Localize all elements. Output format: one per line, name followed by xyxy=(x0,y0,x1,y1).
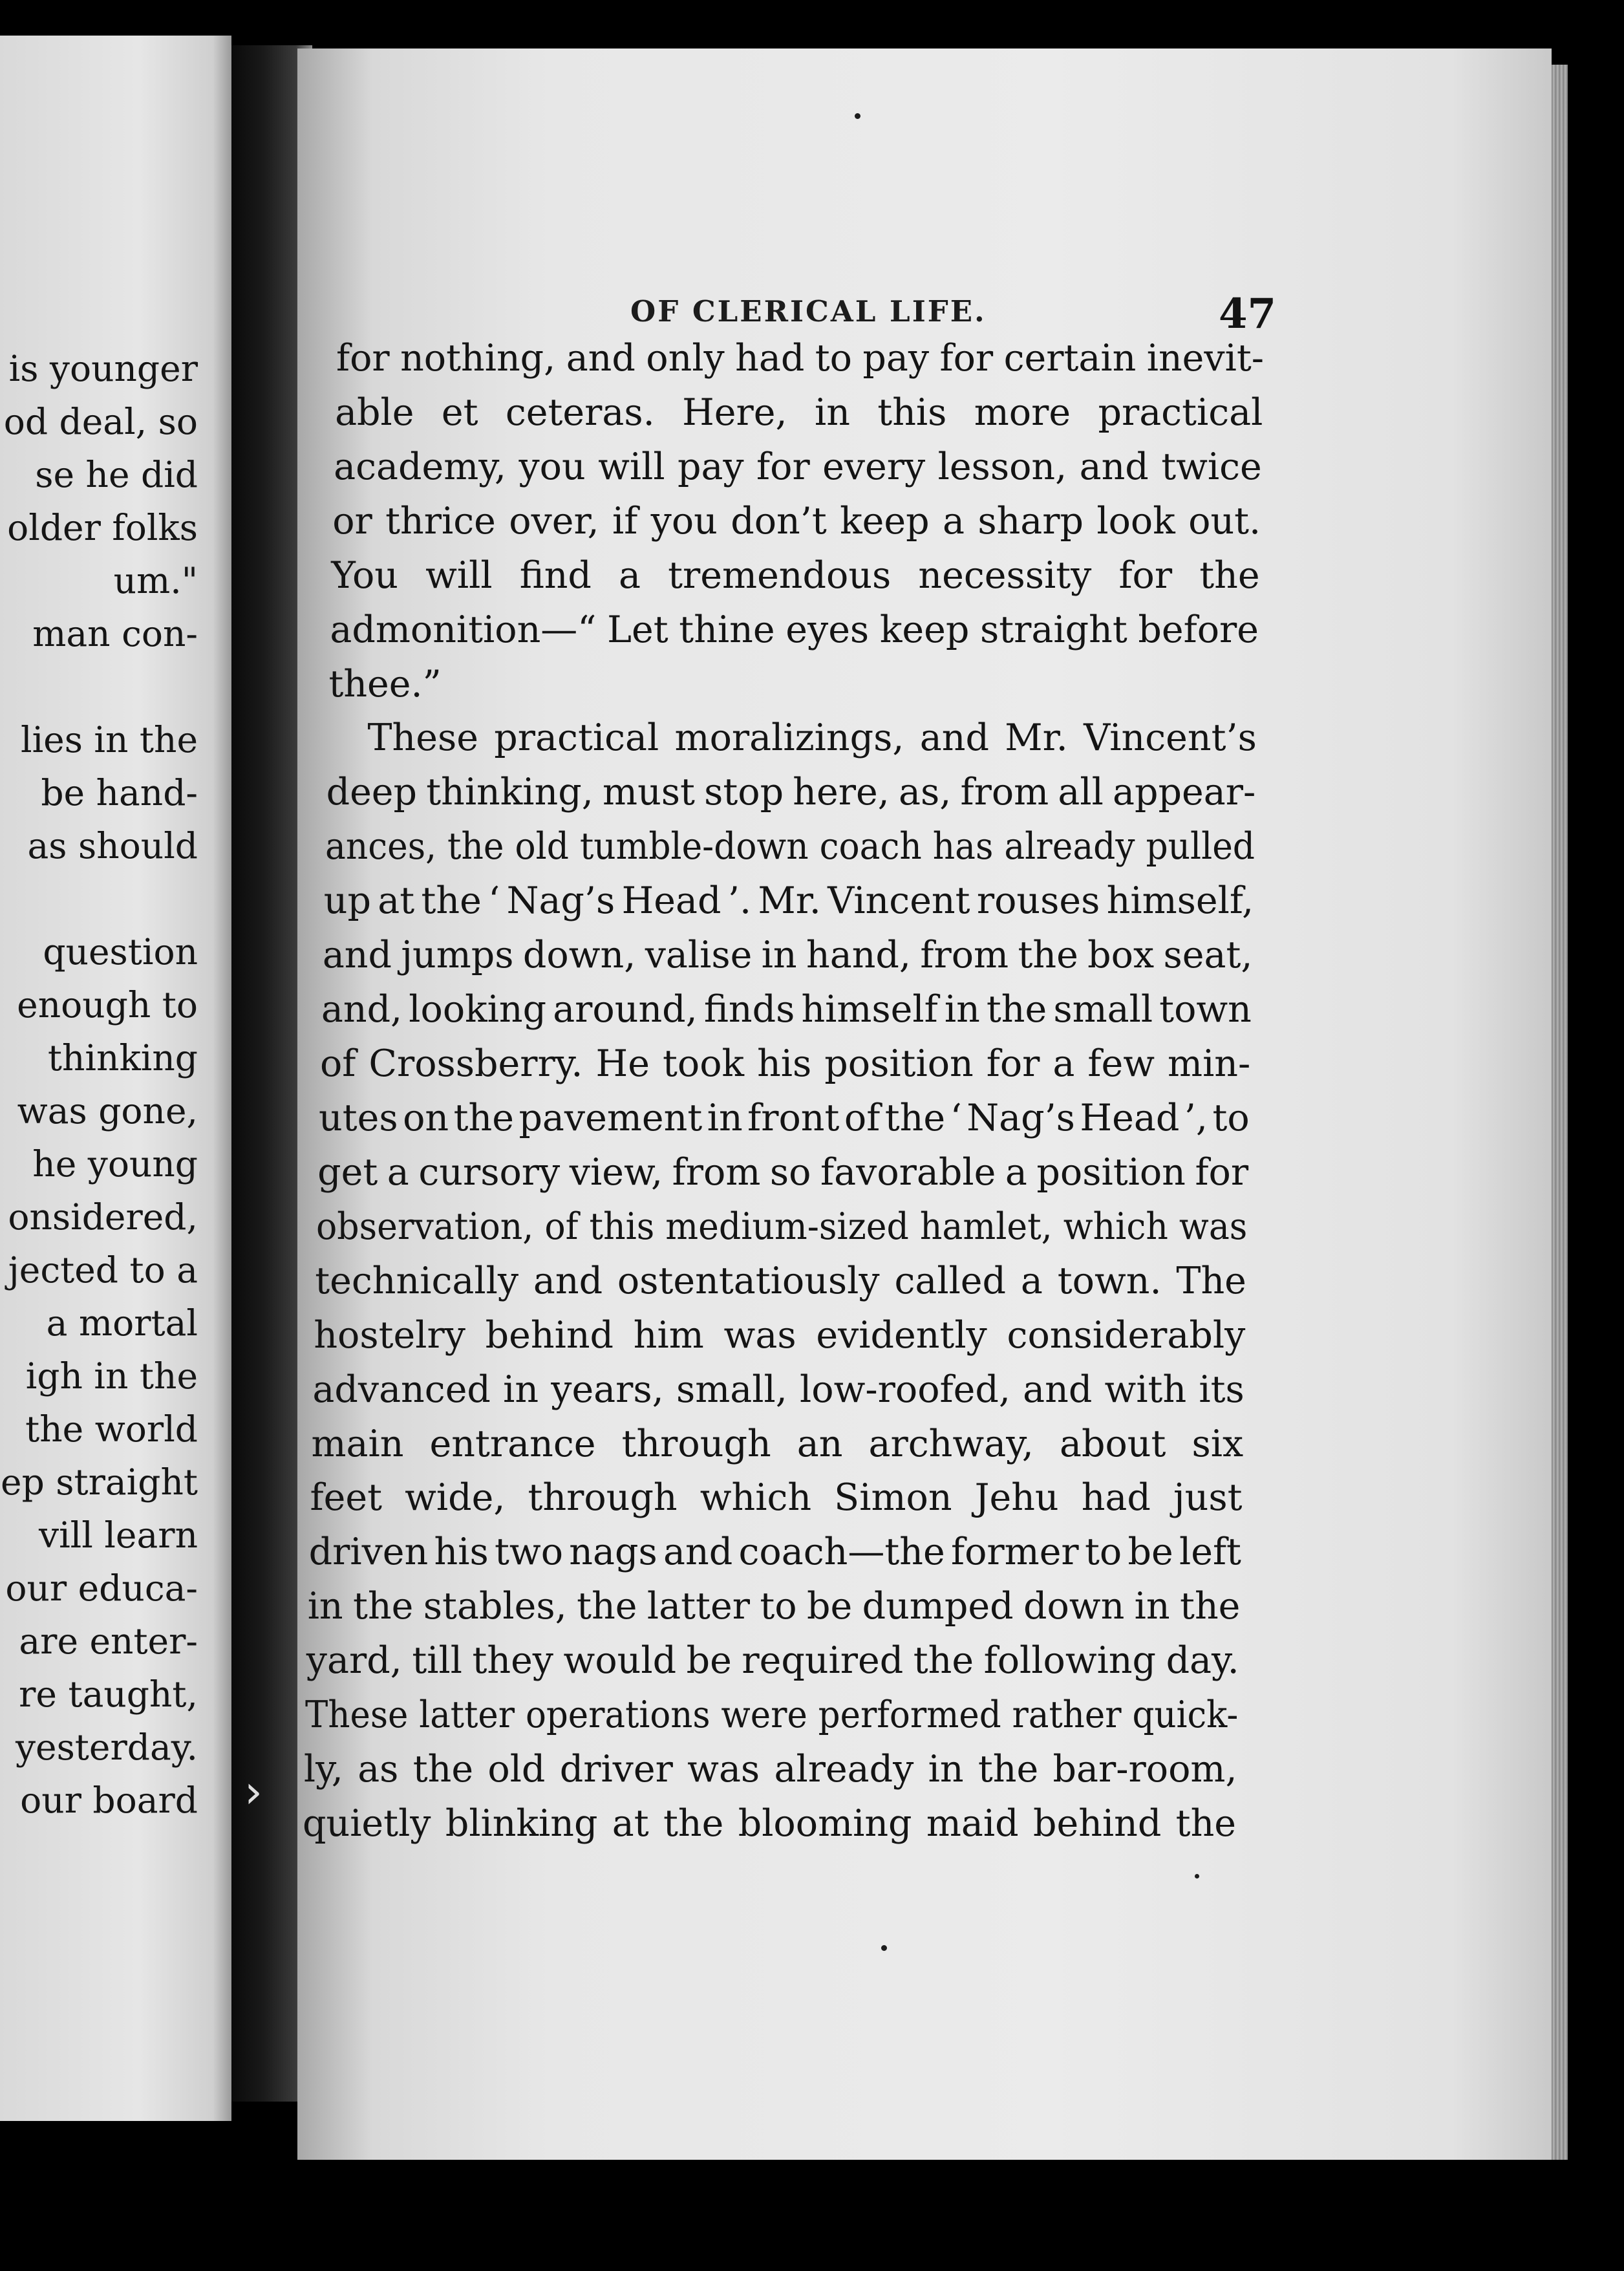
body-line: and jumps down, valise in hand, from the box seat, xyxy=(322,934,1253,977)
body-line: in the stables, the latter to be dumped down in the xyxy=(307,1585,1241,1628)
dust-speck xyxy=(881,1945,887,1951)
left-page-line: as should xyxy=(27,825,198,866)
left-page-line: he young xyxy=(32,1143,198,1185)
body-line: up at the ‘ Nag’s Head ’. Mr. Vincent rouses himself, xyxy=(323,879,1254,923)
body-line: deep thinking, must stop here, as, from all appear- xyxy=(326,771,1256,814)
body-line: or thrice over, if you don’t keep a sharp look out. xyxy=(332,499,1261,543)
body-line: for nothing, and only had to pay for certain inevit- xyxy=(336,337,1264,380)
body-line: technically and ostentatiously called a town. The xyxy=(315,1259,1246,1302)
left-page-line: question xyxy=(43,931,198,973)
body-line: These latter operations were performed rather quick- xyxy=(304,1694,1239,1737)
body-line: quietly blinking at the blooming maid behind the xyxy=(303,1802,1237,1845)
body-line: hostelry behind him was evidently considerably xyxy=(314,1313,1246,1357)
left-page-line: are enter- xyxy=(19,1620,198,1662)
paragraph-start-line: These practical moralizings, and Mr. Vincent’s xyxy=(367,716,1257,760)
left-page-line: ep straight xyxy=(1,1461,198,1503)
body-line: ances, the old tumble-down coach has already pulled xyxy=(325,825,1255,868)
body-line: and, looking around, finds himself in the small town xyxy=(321,988,1252,1031)
body-line: feet wide, through which Simon Jehu had just xyxy=(310,1476,1243,1520)
left-page-line: man con- xyxy=(32,613,198,654)
body-line: utes on the pavement in front of the ‘ Nag’s Head ’, to xyxy=(319,1096,1250,1139)
body-line: observation, of this medium-sized hamlet, which was xyxy=(316,1205,1248,1248)
body-line: academy, you will pay for every lesson, and twice xyxy=(334,445,1262,488)
left-page-line: be hand- xyxy=(41,772,198,813)
left-page-line: a mortal xyxy=(46,1302,198,1344)
left-page-line: thinking xyxy=(47,1037,198,1079)
left-page-line: igh in the xyxy=(25,1355,198,1397)
body-line: yard, till they would be required the following day. xyxy=(306,1639,1239,1683)
left-page-line: was gone, xyxy=(17,1090,198,1132)
page-edge xyxy=(1552,65,1568,2160)
page-number: 47 xyxy=(1219,290,1277,338)
body-line: admonition—“ Let thine eyes keep straight before xyxy=(330,608,1259,651)
body-line: advanced in years, small, low-roofed, and with its xyxy=(312,1368,1245,1411)
left-page-line: re taught, xyxy=(19,1674,198,1715)
body-line: ly, as the old driver was already in the bar-room, xyxy=(303,1748,1237,1791)
left-page-line: lies in the xyxy=(20,719,198,760)
left-page-line: vill learn xyxy=(39,1514,198,1556)
body-line: driven his two nags and coach—the former to be left xyxy=(308,1531,1241,1574)
left-page-line: yesterday. xyxy=(15,1727,198,1768)
left-page-line: onsidered, xyxy=(8,1196,198,1238)
left-page xyxy=(0,36,231,2121)
dust-speck xyxy=(855,113,860,119)
left-page-line: um." xyxy=(113,560,198,601)
left-page-line: the world xyxy=(25,1408,198,1450)
body-line: thee.” xyxy=(328,662,442,705)
body-line: You will find a tremendous necessity for the xyxy=(331,554,1260,597)
body-line: of Crossberry. He took his position for a few min- xyxy=(319,1042,1251,1086)
body-line: able et ceteras. Here, in this more practical xyxy=(335,391,1263,434)
left-page-line: our board xyxy=(20,1780,198,1821)
dust-speck xyxy=(1195,1874,1199,1878)
left-page-line: our educa- xyxy=(5,1567,198,1609)
running-head: OF CLERICAL LIFE. xyxy=(630,294,987,328)
left-page-line: older folks xyxy=(7,507,198,548)
left-page-line: enough to xyxy=(17,984,198,1026)
body-line: main entrance through an archway, about six xyxy=(311,1422,1244,1465)
left-page-line: jected to a xyxy=(8,1249,198,1291)
left-page-line: se he did xyxy=(35,454,198,495)
margin-mark: › xyxy=(244,1765,262,1818)
left-page-line: od deal, so xyxy=(3,401,198,442)
body-line: get a cursory view, from so favorable a position for xyxy=(317,1150,1249,1194)
left-page-line: is younger xyxy=(8,348,198,389)
